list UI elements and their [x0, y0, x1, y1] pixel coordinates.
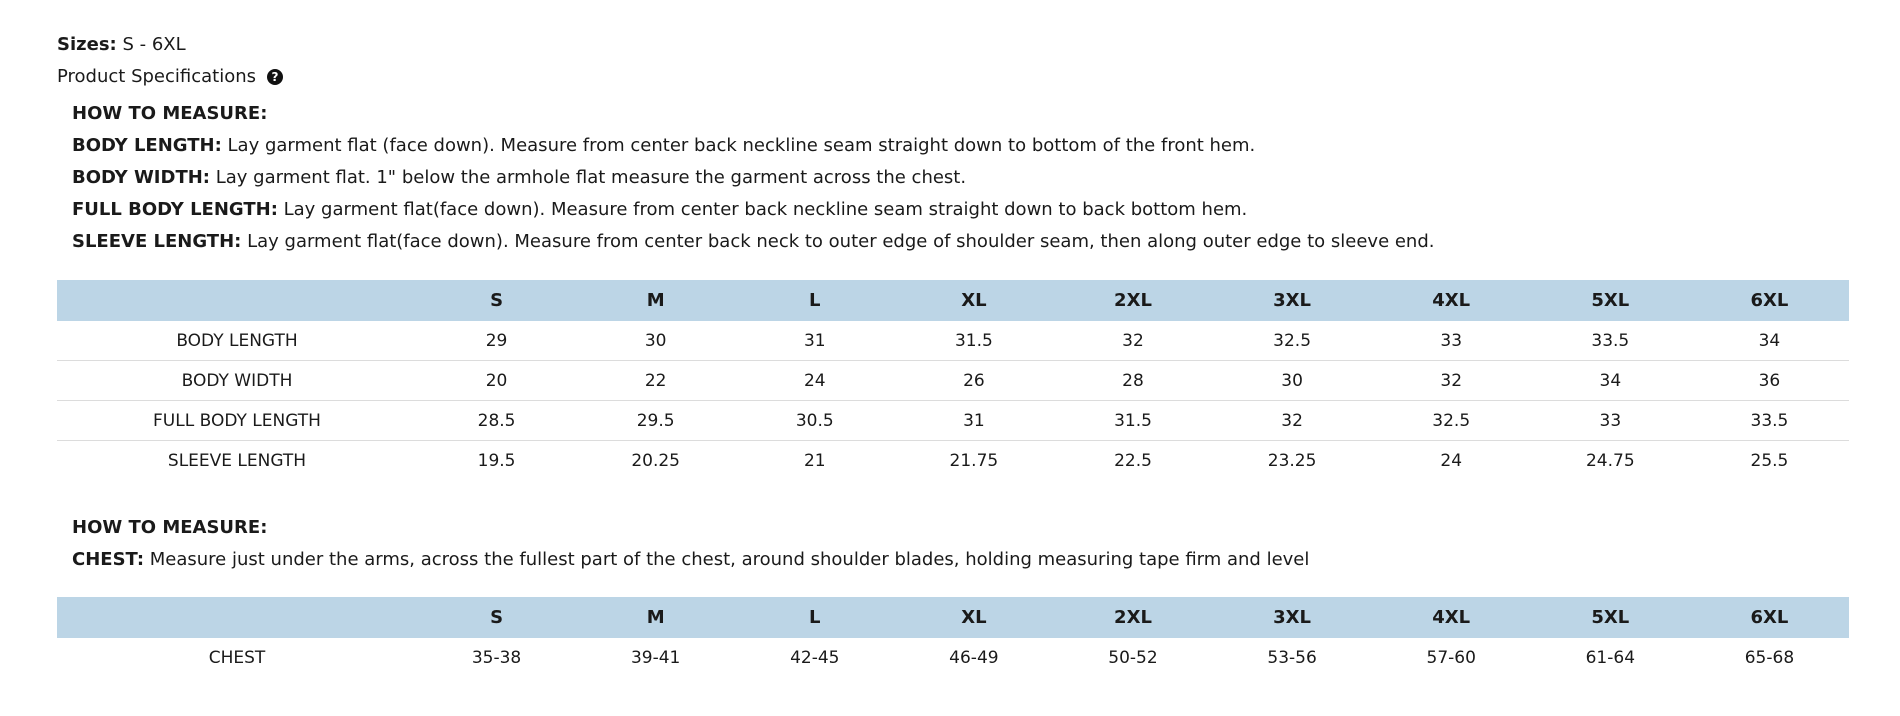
how-to-measure-heading: HOW TO MEASURE: — [72, 103, 268, 124]
table-header-cell: 5XL — [1531, 280, 1690, 321]
measure-instruction-full-body-length — [72, 194, 1435, 226]
measure-description: Measure just under the arms, across the fullest part of the chest, around shoulder blades, holding measuring tape firm and level — [144, 549, 1310, 570]
how-to-measure-heading: HOW TO MEASURE: — [72, 517, 268, 538]
table-cell: 22.5 — [1114, 450, 1152, 471]
table-cell: 29 — [417, 321, 576, 361]
table-row — [57, 401, 1849, 441]
table-cell: 36 — [1690, 361, 1849, 401]
table-cell: 20.25 — [631, 450, 680, 471]
table-cell: 57-60 — [1426, 647, 1476, 668]
measure-description: Lay garment flat(face down). Measure from center back neckline seam straight down to back bottom hem. — [277, 199, 1248, 220]
table-cell: 32 — [1372, 361, 1531, 401]
how-to-measure-section-1 — [72, 98, 1435, 258]
table-header-cell: L — [735, 280, 894, 321]
measure-term: FULL BODY LENGTH: — [72, 199, 278, 220]
table-header-cell: M — [576, 597, 735, 638]
table-header-cell: M — [576, 280, 735, 321]
table-header-row — [57, 597, 1849, 638]
table-header-cell: 2XL — [1053, 280, 1212, 321]
table-row — [57, 361, 1849, 401]
row-label: BODY WIDTH — [57, 361, 417, 401]
row-label: CHEST — [208, 647, 266, 668]
table-header-cell: 4XL — [1372, 597, 1531, 638]
measure-description: Lay garment flat (face down). Measure from center back neckline seam straight down to bottom of the front hem. — [221, 135, 1256, 156]
table-cell: 21 — [803, 450, 826, 471]
table-cell: 53-56 — [1267, 647, 1317, 668]
sizes-summary — [57, 33, 186, 57]
size-chart-table-chest — [57, 597, 1849, 677]
table-row — [57, 321, 1849, 361]
table-cell: 26 — [894, 361, 1053, 401]
table-cell: 20 — [417, 361, 576, 401]
measure-description: Lay garment flat. 1" below the armhole flat measure the garment across the chest. — [210, 167, 967, 188]
table-cell: 32 — [1213, 401, 1372, 441]
table-header-cell: XL — [894, 597, 1053, 638]
how-to-measure-section-2 — [72, 512, 1309, 576]
table-cell: 39-41 — [630, 647, 681, 668]
table-cell: 30 — [576, 321, 735, 361]
table-cell: 34 — [1531, 361, 1690, 401]
table-cell: 19.5 — [477, 450, 516, 471]
size-chart-table-lengths — [57, 280, 1849, 480]
product-specifications-label: Product Specifications — [57, 66, 257, 87]
table-cell: 32.5 — [1213, 321, 1372, 361]
table-cell: 28.5 — [417, 401, 576, 441]
table-header-cell — [57, 280, 417, 321]
measure-description: Lay garment flat(face down). Measure from center back neck to outer edge of shoulder seam, then along outer edge to sleeve end. — [241, 231, 1435, 252]
table-cell: 24 — [735, 361, 894, 401]
product-specifications — [57, 65, 283, 89]
table-cell: 33.5 — [1690, 401, 1849, 441]
table-header-cell: 5XL — [1531, 597, 1690, 638]
measure-instruction-body-width — [72, 162, 1435, 194]
table-header-cell: L — [735, 597, 894, 638]
table-header-cell: 3XL — [1213, 280, 1372, 321]
table-cell: 46-49 — [949, 647, 999, 668]
row-label: FULL BODY LENGTH — [57, 401, 417, 441]
table-header-cell: 4XL — [1372, 280, 1531, 321]
measure-instruction-sleeve-length — [72, 226, 1435, 258]
table-header-cell: S — [417, 597, 576, 638]
measure-term: BODY WIDTH: — [72, 167, 210, 188]
table-cell: 61-64 — [1585, 647, 1636, 668]
table-cell: 50-52 — [1108, 647, 1158, 668]
measure-term: CHEST: — [72, 549, 145, 570]
table-header-cell: S — [417, 280, 576, 321]
table-cell: 24 — [1440, 450, 1463, 471]
table-cell: 23.25 — [1267, 450, 1317, 471]
table-cell: 24.75 — [1585, 450, 1635, 471]
table-cell: 33 — [1531, 401, 1690, 441]
table-cell: 30.5 — [735, 401, 894, 441]
table-cell: 21.75 — [949, 450, 999, 471]
table-header-cell: 3XL — [1213, 597, 1372, 638]
table-header-cell: 6XL — [1690, 597, 1849, 638]
row-label: SLEEVE LENGTH — [167, 450, 307, 471]
table-cell: 35-38 — [471, 647, 522, 668]
measure-term: BODY LENGTH: — [72, 135, 222, 156]
table-cell: 31 — [735, 321, 894, 361]
table-cell: 42-45 — [790, 647, 840, 668]
measure-instruction-body-length — [72, 130, 1435, 162]
table-header-row — [57, 280, 1849, 321]
table-header-cell: XL — [894, 280, 1053, 321]
table-cell: 33.5 — [1531, 321, 1690, 361]
table-cell: 32 — [1053, 321, 1212, 361]
table-header-cell: 2XL — [1053, 597, 1212, 638]
table-cell: 29.5 — [576, 401, 735, 441]
table-cell: 25.5 — [1750, 450, 1789, 471]
table-header-cell — [57, 597, 417, 638]
table-cell: 34 — [1690, 321, 1849, 361]
table-row — [57, 638, 1849, 677]
table-cell: 33 — [1372, 321, 1531, 361]
table-cell: 22 — [576, 361, 735, 401]
sizes-label: Sizes: — [57, 34, 117, 55]
table-cell: 65-68 — [1744, 647, 1795, 668]
sizes-value: S - 6XL — [122, 34, 186, 55]
question-circle-icon[interactable]: ? — [267, 69, 283, 85]
table-cell: 31.5 — [1053, 401, 1212, 441]
table-cell: 28 — [1053, 361, 1212, 401]
table-cell: 31 — [894, 401, 1053, 441]
table-cell: 31.5 — [894, 321, 1053, 361]
table-header-cell: 6XL — [1690, 280, 1849, 321]
row-label: BODY LENGTH — [57, 321, 417, 361]
measure-term: SLEEVE LENGTH: — [72, 231, 242, 252]
table-cell: 30 — [1213, 361, 1372, 401]
table-cell: 32.5 — [1372, 401, 1531, 441]
measure-instruction-chest — [72, 544, 1309, 576]
table-row — [57, 441, 1849, 481]
